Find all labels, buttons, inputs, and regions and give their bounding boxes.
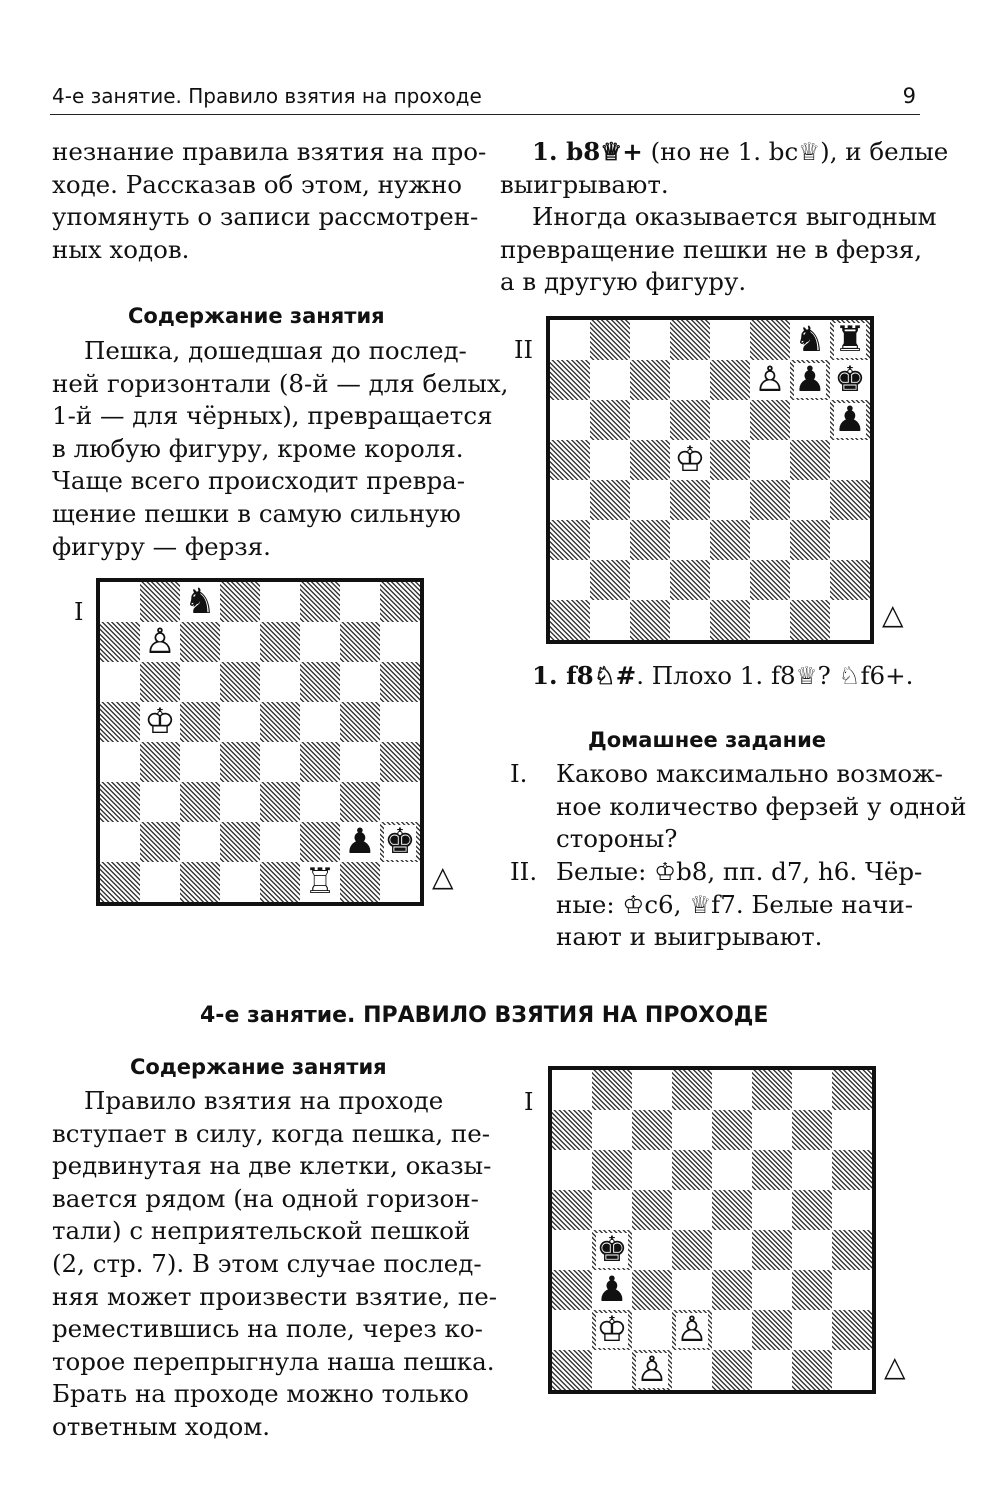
diagram-solution xyxy=(532,660,913,693)
board-square xyxy=(590,560,630,600)
board-square xyxy=(592,1190,632,1230)
board-square xyxy=(100,702,140,742)
board-square xyxy=(630,320,670,360)
board-square xyxy=(340,622,380,662)
board-square xyxy=(140,742,180,782)
board-square xyxy=(712,1270,752,1310)
text-line: Пешка, дошедшая до послед- xyxy=(84,336,467,365)
board-square xyxy=(550,360,590,400)
board-square xyxy=(752,1310,792,1350)
white-pawn-icon: ♙ xyxy=(754,359,786,400)
task-number: I. xyxy=(510,759,528,788)
board-square xyxy=(340,782,380,822)
board-square xyxy=(220,702,260,742)
board-square xyxy=(180,782,220,822)
board-square xyxy=(590,480,630,520)
text-line: (2, стр. 7). В этом случае послед- xyxy=(52,1248,482,1278)
board-square xyxy=(180,862,220,902)
board-square xyxy=(792,1310,832,1350)
board-square xyxy=(832,1230,872,1270)
board-square xyxy=(100,782,140,822)
text-line: ные: ♔c6, ♕f7. Белые начи- xyxy=(556,889,914,919)
board-square xyxy=(630,600,670,640)
board-square xyxy=(790,480,830,520)
board-square xyxy=(380,742,420,782)
board-square xyxy=(750,600,790,640)
board-square xyxy=(752,1070,792,1110)
board-square xyxy=(590,320,630,360)
board-square xyxy=(550,320,590,360)
board-square xyxy=(590,400,630,440)
board-square xyxy=(550,400,590,440)
board-square xyxy=(300,622,340,662)
homework-task-1 xyxy=(510,758,966,856)
board-square xyxy=(380,702,420,742)
board-square xyxy=(300,822,340,862)
chess-diagram xyxy=(546,316,874,644)
board-square xyxy=(832,1150,872,1190)
board-square xyxy=(550,560,590,600)
board-square xyxy=(832,1190,872,1230)
board-square xyxy=(672,1230,712,1270)
board-square xyxy=(552,1310,592,1350)
section-heading: Содержание занятия xyxy=(128,304,385,328)
board-square xyxy=(300,662,340,702)
black-rook-icon: ♜ xyxy=(830,320,870,360)
board-square xyxy=(260,782,300,822)
board-square xyxy=(180,622,220,662)
white-king-icon: ♔ xyxy=(674,439,706,480)
board-square xyxy=(550,480,590,520)
white-pawn-icon: ♙ xyxy=(144,621,176,662)
solution-text: . Плохо 1. f8♕? ♘f6+. xyxy=(636,661,914,690)
board-square xyxy=(632,1070,672,1110)
board-square xyxy=(180,822,220,862)
board-square xyxy=(832,1070,872,1110)
board-square xyxy=(750,400,790,440)
board-square xyxy=(792,1190,832,1230)
white-to-move-icon: △ xyxy=(432,860,454,893)
board-square xyxy=(670,400,710,440)
board-square xyxy=(100,862,140,902)
board-square xyxy=(750,440,790,480)
board-square xyxy=(592,1070,632,1110)
text-line: тали) с неприятельской пешкой xyxy=(52,1216,471,1246)
board-square xyxy=(672,1070,712,1110)
board-square xyxy=(710,520,750,560)
board-square xyxy=(380,622,420,662)
board-square xyxy=(552,1150,592,1190)
black-pawn-icon: ♟ xyxy=(830,400,870,440)
board-square xyxy=(710,440,750,480)
black-knight-icon: ♞ xyxy=(794,319,826,360)
board-square xyxy=(830,520,870,560)
board-square xyxy=(140,862,180,902)
board-square xyxy=(380,662,420,702)
text-line: превращение пешки не в ферзя, xyxy=(500,234,923,264)
board-square xyxy=(790,440,830,480)
board-square xyxy=(340,862,380,902)
black-pawn-icon: ♟ xyxy=(344,821,376,862)
board-square xyxy=(632,1110,672,1150)
diagram-label: II xyxy=(514,336,533,364)
text-line: торое перепрыгнула наша пешка. xyxy=(52,1346,495,1376)
board-square xyxy=(752,1270,792,1310)
board-square xyxy=(550,440,590,480)
diagram-label: I xyxy=(524,1088,534,1116)
board-square xyxy=(710,360,750,400)
board-square xyxy=(590,520,630,560)
board-square xyxy=(380,782,420,822)
board-square xyxy=(340,582,380,622)
board-square xyxy=(590,600,630,640)
white-king-icon: ♔ xyxy=(592,1310,632,1350)
board-square xyxy=(630,360,670,400)
board-square xyxy=(552,1270,592,1310)
board-square xyxy=(260,582,300,622)
board-square xyxy=(790,400,830,440)
board-square xyxy=(220,662,260,702)
text-line: ответным ходом. xyxy=(52,1411,271,1441)
board-square xyxy=(832,1110,872,1150)
black-king-icon: ♚ xyxy=(592,1230,632,1270)
board-square xyxy=(750,320,790,360)
board-square xyxy=(220,742,260,782)
board-square xyxy=(632,1150,672,1190)
running-header-title: 4-е занятие. Правило взятия на проходе xyxy=(52,84,482,108)
board-square xyxy=(220,822,260,862)
text-line: ных ходов. xyxy=(52,234,190,264)
text-line: ное количество ферзей у одной xyxy=(556,791,967,821)
text-line: фигуру — ферзя. xyxy=(52,531,271,561)
board-square xyxy=(220,782,260,822)
board-square xyxy=(790,520,830,560)
text-line: вается рядом (на одной горизон- xyxy=(52,1183,479,1213)
board-square xyxy=(552,1110,592,1150)
board-square xyxy=(710,560,750,600)
board-square xyxy=(552,1070,592,1110)
homework-task-2 xyxy=(510,856,922,954)
white-to-move-icon: △ xyxy=(882,598,904,631)
board-square xyxy=(340,702,380,742)
solution-move: 1. f8♘# xyxy=(532,661,637,690)
lesson-paragraph xyxy=(52,1085,497,1444)
text-line: реместившись на поле, через ко- xyxy=(52,1314,483,1344)
text-line: а в другую фигуру. xyxy=(500,267,747,297)
board-square xyxy=(750,520,790,560)
board-square xyxy=(710,320,750,360)
solution-move: 1. b8♕+ xyxy=(532,137,643,166)
text-line: 1-й — для чёрных), превращается xyxy=(52,401,493,431)
board-square xyxy=(712,1350,752,1390)
white-pawn-icon: ♙ xyxy=(632,1350,672,1390)
board-square xyxy=(672,1270,712,1310)
board-square xyxy=(630,480,670,520)
text-line: упомянуть о записи рассмотрен- xyxy=(52,202,479,232)
board-square xyxy=(712,1230,752,1270)
section-paragraph xyxy=(52,335,508,563)
board-square xyxy=(630,520,670,560)
text-line: няя может произвести взятие, пе- xyxy=(52,1281,498,1311)
board-square xyxy=(630,560,670,600)
board-square xyxy=(792,1270,832,1310)
text-line: нают и выигрывают. xyxy=(556,922,823,952)
board-square xyxy=(180,742,220,782)
board-square xyxy=(750,560,790,600)
board-square xyxy=(100,582,140,622)
white-king-icon: ♔ xyxy=(144,701,176,742)
text-line: Каково максимально возмож- xyxy=(556,759,943,788)
board-square xyxy=(670,560,710,600)
board-square xyxy=(752,1350,792,1390)
board-square xyxy=(710,480,750,520)
board-square xyxy=(830,480,870,520)
board-square xyxy=(140,662,180,702)
board-square xyxy=(830,600,870,640)
board-square xyxy=(550,520,590,560)
board-square xyxy=(100,742,140,782)
chess-diagram xyxy=(96,578,424,906)
board-square xyxy=(380,582,420,622)
board-square xyxy=(792,1350,832,1390)
text-line: Чаще всего происходит превра- xyxy=(52,466,466,496)
board-square xyxy=(260,742,300,782)
intro-paragraph xyxy=(52,136,486,266)
text-line: Иногда оказывается выгодным xyxy=(532,202,937,232)
board-square xyxy=(630,440,670,480)
board-square xyxy=(790,560,830,600)
board-square xyxy=(712,1070,752,1110)
board-square xyxy=(260,822,300,862)
board-square xyxy=(672,1110,712,1150)
board-square xyxy=(792,1230,832,1270)
board-square xyxy=(552,1230,592,1270)
board-square xyxy=(752,1150,792,1190)
board-square xyxy=(300,782,340,822)
board-square xyxy=(830,560,870,600)
board-square xyxy=(592,1350,632,1390)
text-line: стороны? xyxy=(556,824,678,854)
board-square xyxy=(672,1150,712,1190)
running-header xyxy=(50,80,920,115)
board-square xyxy=(300,702,340,742)
board-square xyxy=(792,1070,832,1110)
solution-paragraph xyxy=(500,136,948,299)
white-to-move-icon: △ xyxy=(884,1350,906,1383)
board-square xyxy=(260,702,300,742)
board-square xyxy=(220,862,260,902)
board-square xyxy=(380,862,420,902)
solution-text: (но не 1. bc♕), и белые xyxy=(642,137,949,166)
text-line: Правило взятия на проходе xyxy=(84,1086,444,1115)
board-square xyxy=(670,480,710,520)
text-line xyxy=(500,136,948,169)
board-square xyxy=(260,662,300,702)
board-square xyxy=(712,1310,752,1350)
black-knight-icon: ♞ xyxy=(184,581,216,622)
board-square xyxy=(790,600,830,640)
homework-heading: Домашнее задание xyxy=(588,728,827,752)
board-square xyxy=(140,782,180,822)
board-square xyxy=(180,702,220,742)
text-line: ходе. Рассказав об этом, нужно xyxy=(52,169,463,199)
board-square xyxy=(830,440,870,480)
board-square xyxy=(672,1350,712,1390)
board-square xyxy=(630,400,670,440)
diagram-label: I xyxy=(74,598,84,626)
board-square xyxy=(552,1350,592,1390)
board-square xyxy=(592,1110,632,1150)
board-square xyxy=(220,582,260,622)
board-square xyxy=(550,600,590,640)
section-heading: Содержание занятия xyxy=(130,1055,387,1079)
board-square xyxy=(792,1110,832,1150)
board-square xyxy=(590,360,630,400)
black-king-icon: ♚ xyxy=(834,359,866,400)
board-square xyxy=(140,822,180,862)
board-square xyxy=(552,1190,592,1230)
board-square xyxy=(590,440,630,480)
board-square xyxy=(670,320,710,360)
board-square xyxy=(750,480,790,520)
text-line: редвинутая на две клетки, оказы- xyxy=(52,1151,492,1181)
black-pawn-icon: ♟ xyxy=(790,360,830,400)
board-square xyxy=(832,1310,872,1350)
board-square xyxy=(100,822,140,862)
board-square xyxy=(340,742,380,782)
text-line: в любую фигуру, кроме короля. xyxy=(52,433,464,463)
black-pawn-icon: ♟ xyxy=(596,1269,628,1310)
text-line: ней горизонтали (8-й — для белых, xyxy=(52,368,509,398)
board-square xyxy=(632,1230,672,1270)
text-line: вступает в силу, когда пешка, пе- xyxy=(52,1118,491,1148)
board-square xyxy=(300,582,340,622)
board-square xyxy=(632,1190,672,1230)
board-square xyxy=(710,400,750,440)
black-king-icon: ♚ xyxy=(380,822,420,862)
board-square xyxy=(632,1310,672,1350)
board-square xyxy=(672,1190,712,1230)
board-square xyxy=(832,1350,872,1390)
text-line: Брать на проходе можно только xyxy=(52,1379,469,1409)
board-square xyxy=(710,600,750,640)
board-square xyxy=(670,520,710,560)
board-square xyxy=(712,1110,752,1150)
board-square xyxy=(752,1230,792,1270)
text-line: Белые: ♔b8, пп. d7, h6. Чёр- xyxy=(556,857,923,886)
white-pawn-icon: ♙ xyxy=(672,1310,712,1350)
text-line: незнание правила взятия на про- xyxy=(52,137,487,166)
text-line: выигрывают. xyxy=(500,169,669,199)
board-square xyxy=(220,622,260,662)
task-number: II. xyxy=(510,857,538,886)
board-square xyxy=(260,622,300,662)
board-square xyxy=(712,1150,752,1190)
board-square xyxy=(592,1150,632,1190)
board-square xyxy=(712,1190,752,1230)
board-square xyxy=(100,662,140,702)
board-square xyxy=(140,582,180,622)
board-square xyxy=(100,622,140,662)
white-rook-icon: ♖ xyxy=(304,861,336,902)
board-square xyxy=(632,1270,672,1310)
text-line xyxy=(532,660,913,693)
board-square xyxy=(670,360,710,400)
board-square xyxy=(300,742,340,782)
lesson-title: 4-е занятие. ПРАВИЛО ВЗЯТИЯ НА ПРОХОДЕ xyxy=(200,1003,769,1028)
board-square xyxy=(260,862,300,902)
board-square xyxy=(340,662,380,702)
text-line: щение пешки в самую сильную xyxy=(52,498,461,528)
board-square xyxy=(752,1110,792,1150)
board-square xyxy=(832,1270,872,1310)
board-square xyxy=(670,600,710,640)
board-square xyxy=(180,662,220,702)
chess-diagram xyxy=(548,1066,876,1394)
page-number: 9 xyxy=(902,84,916,108)
board-square xyxy=(792,1150,832,1190)
board-square xyxy=(752,1190,792,1230)
